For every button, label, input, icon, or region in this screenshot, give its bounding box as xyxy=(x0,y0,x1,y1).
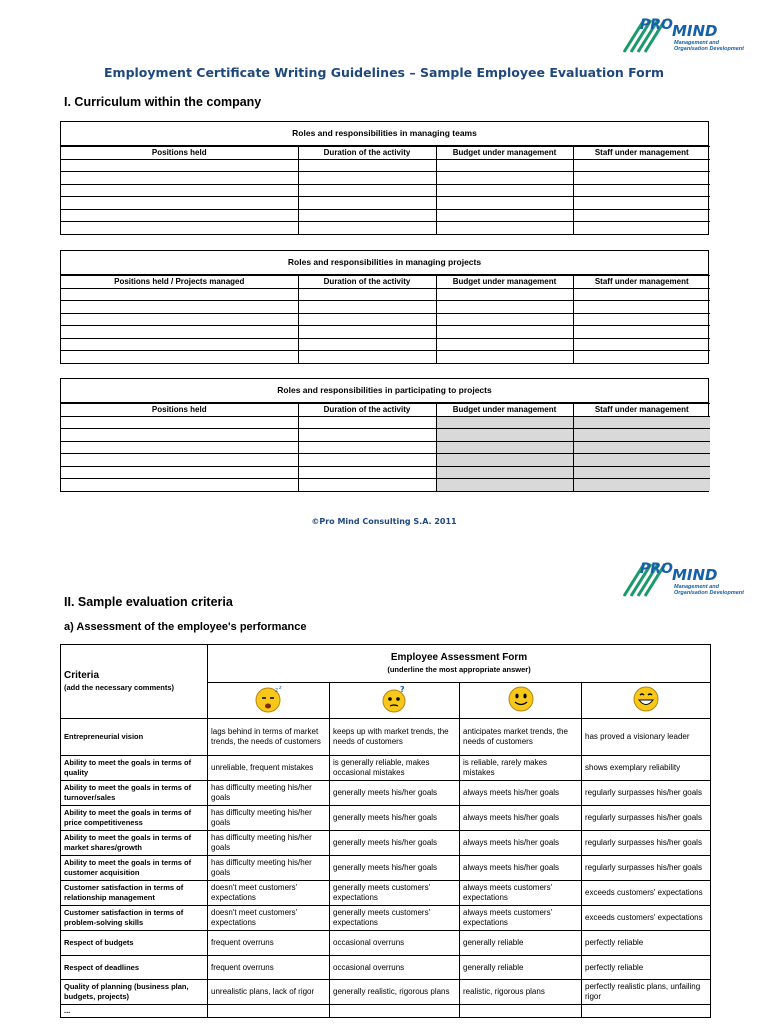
rating-option-2[interactable]: generally realistic, rigorous plans xyxy=(330,980,460,1005)
table-header-row xyxy=(61,404,710,417)
rating-option-4[interactable]: regularly surpasses his/her goals xyxy=(582,781,711,806)
criterion-cell: Respect of deadlines xyxy=(61,956,208,980)
table-row xyxy=(61,931,711,956)
table-header-row xyxy=(61,276,710,289)
table-row[interactable] xyxy=(61,288,710,301)
column-header: Duration of the activity xyxy=(298,147,436,160)
rating-option-3[interactable]: is reliable, rarely makes mistakes xyxy=(460,756,582,781)
rating-option-4[interactable]: perfectly reliable xyxy=(582,931,711,956)
svg-text:Organisation Development: Organisation Development xyxy=(674,46,744,52)
rating-option-1[interactable]: unreliable, frequent mistakes xyxy=(208,756,330,781)
rating-option-2[interactable]: is generally reliable, makes occasional mistakes xyxy=(330,756,460,781)
rating-option-2[interactable] xyxy=(330,1005,460,1018)
table-row[interactable] xyxy=(61,416,710,429)
table-row[interactable] xyxy=(61,301,710,314)
svg-text:Management and: Management and xyxy=(674,584,719,590)
rating-option-4[interactable]: exceeds customers' expectations xyxy=(582,906,711,931)
table-row[interactable] xyxy=(61,429,710,442)
rating-option-2[interactable]: generally meets his/her goals xyxy=(330,781,460,806)
table-header-row xyxy=(61,147,710,160)
table-row xyxy=(61,856,711,881)
rating-option-2[interactable]: generally meets his/her goals xyxy=(330,831,460,856)
rating-option-1[interactable]: has difficulty meeting his/her goals xyxy=(208,831,330,856)
rating-option-4[interactable] xyxy=(582,1005,711,1018)
table-row xyxy=(61,781,711,806)
column-header: Staff under management xyxy=(573,147,710,160)
rating-face-1 xyxy=(208,683,330,719)
section1-heading: I. Curriculum within the company xyxy=(64,95,262,109)
rating-option-1[interactable]: has difficulty meeting his/her goals xyxy=(208,856,330,881)
copyright-notice: ©Pro Mind Consulting S.A. 2011 xyxy=(311,517,457,526)
logo-pro-text: PRO xyxy=(640,561,673,577)
table-row xyxy=(61,980,711,1005)
table-row[interactable] xyxy=(61,326,710,339)
rating-option-3[interactable]: anticipates market trends, the needs of customers xyxy=(460,719,582,756)
rating-option-1[interactable]: frequent overruns xyxy=(208,931,330,956)
criterion-cell: Quality of planning (business plan, budgets, projects) xyxy=(61,980,208,1005)
criteria-header xyxy=(61,645,208,719)
smiling-face-icon xyxy=(506,684,536,714)
rating-option-3[interactable]: always meets customers' expectations xyxy=(460,881,582,906)
rating-face-2 xyxy=(330,683,460,719)
rating-option-3[interactable] xyxy=(460,1005,582,1018)
rating-option-3[interactable]: always meets his/her goals xyxy=(460,856,582,881)
table-row xyxy=(61,956,711,980)
company-logo xyxy=(622,558,748,598)
rating-option-2[interactable]: occasional overruns xyxy=(330,931,460,956)
document-title: Employment Certificate Writing Guidelines – Sample Employee Evaluation Form xyxy=(104,65,664,80)
rating-option-2[interactable]: generally meets his/her goals xyxy=(330,856,460,881)
column-header: Positions held xyxy=(61,147,298,160)
criterion-cell: Ability to meet the goals in terms of price competitiveness xyxy=(61,806,208,831)
criterion-cell: ... xyxy=(61,1005,208,1018)
section2-subheading: a) Assessment of the employee's performance xyxy=(64,621,307,633)
column-header: Staff under management xyxy=(573,404,710,417)
criterion-cell: Customer satisfaction in terms of problem-solving skills xyxy=(61,906,208,931)
rating-option-1[interactable]: doesn't meet customers' expectations xyxy=(208,881,330,906)
svg-text:?: ? xyxy=(399,685,405,694)
form-title: Employee Assessment Form xyxy=(390,651,528,663)
table-row xyxy=(61,831,711,856)
rating-option-2[interactable]: generally meets his/her goals xyxy=(330,806,460,831)
svg-text:z: z xyxy=(278,685,282,691)
rating-option-1[interactable]: frequent overruns xyxy=(208,956,330,980)
rating-option-1[interactable]: has difficulty meeting his/her goals xyxy=(208,781,330,806)
rating-option-2[interactable]: generally meets customers' expectations xyxy=(330,906,460,931)
rating-option-1[interactable] xyxy=(208,1005,330,1018)
table-row[interactable] xyxy=(61,197,710,210)
promind-logo-icon xyxy=(622,558,748,598)
rating-option-3[interactable]: always meets his/her goals xyxy=(460,806,582,831)
table-row xyxy=(61,719,711,756)
criteria-subtitle: (add the necessary comments) xyxy=(64,682,175,692)
rating-option-4[interactable]: has proved a visionary leader xyxy=(582,719,711,756)
rating-face-3 xyxy=(460,683,582,719)
rating-option-3[interactable]: generally reliable xyxy=(460,931,582,956)
rating-option-3[interactable]: generally reliable xyxy=(460,956,582,980)
criteria-title: Criteria xyxy=(64,669,100,681)
table-row[interactable] xyxy=(61,313,710,326)
assessment-form-header xyxy=(208,645,711,683)
table-caption: Roles and responsibilities in managing teams xyxy=(61,122,708,146)
column-header: Positions held xyxy=(61,404,298,417)
criterion-cell: Ability to meet the goals in terms of quality xyxy=(61,756,208,781)
table-row[interactable] xyxy=(61,441,710,454)
column-header: Staff under management xyxy=(573,276,710,289)
table-row xyxy=(61,906,711,931)
rating-option-2[interactable]: keeps up with market trends, the needs of customers xyxy=(330,719,460,756)
table-row[interactable] xyxy=(61,222,710,234)
svg-text:Organisation Development: Organisation Development xyxy=(674,590,744,596)
criterion-cell: Entrepreneurial vision xyxy=(61,719,208,756)
logo-mind-text: MIND xyxy=(672,22,718,40)
table-row[interactable] xyxy=(61,184,710,197)
table-row[interactable] xyxy=(61,479,710,491)
svg-text:z: z xyxy=(274,687,278,694)
rating-face-4 xyxy=(582,683,711,719)
table-row[interactable] xyxy=(61,159,710,172)
criterion-cell: Respect of budgets xyxy=(61,931,208,956)
logo-pro-text: PRO xyxy=(640,17,673,33)
column-header: Budget under management xyxy=(436,404,573,417)
table-row[interactable] xyxy=(61,351,710,363)
criterion-cell: Ability to meet the goals in terms of turnover/sales xyxy=(61,781,208,806)
table-row[interactable] xyxy=(61,209,710,222)
rating-option-1[interactable]: doesn't meet customers' expectations xyxy=(208,906,330,931)
criterion-cell: Customer satisfaction in terms of relationship management xyxy=(61,881,208,906)
participating-projects-table xyxy=(60,378,709,492)
column-header: Duration of the activity xyxy=(298,276,436,289)
table-caption: Roles and responsibilities in participating to projects xyxy=(61,379,708,403)
criterion-cell: Ability to meet the goals in terms of market shares/growth xyxy=(61,831,208,856)
managing-projects-table xyxy=(60,250,709,364)
rating-option-1[interactable]: unrealistic plans, lack of rigor xyxy=(208,980,330,1005)
managing-teams-table xyxy=(60,121,709,235)
rating-option-1[interactable]: lags behind in terms of market trends, the needs of customers xyxy=(208,719,330,756)
rating-option-4[interactable]: shows exemplary reliability xyxy=(582,756,711,781)
table-row[interactable] xyxy=(61,466,710,479)
rating-option-2[interactable]: occasional overruns xyxy=(330,956,460,980)
rating-option-4[interactable]: regularly surpasses his/her goals xyxy=(582,831,711,856)
table-row xyxy=(61,756,711,781)
rating-option-3[interactable]: always meets his/her goals xyxy=(460,781,582,806)
rating-option-1[interactable]: has difficulty meeting his/her goals xyxy=(208,806,330,831)
column-header: Positions held / Projects managed xyxy=(61,276,298,289)
sleepy-face-icon xyxy=(254,684,284,714)
rating-option-3[interactable]: always meets customers' expectations xyxy=(460,906,582,931)
grinning-face-icon xyxy=(631,684,661,714)
svg-text:Management and: Management and xyxy=(674,40,719,46)
rating-option-3[interactable]: always meets his/her goals xyxy=(460,831,582,856)
rating-option-4[interactable]: regularly surpasses his/her goals xyxy=(582,856,711,881)
section2-heading: II. Sample evaluation criteria xyxy=(64,595,233,609)
rating-option-4[interactable]: perfectly reliable xyxy=(582,956,711,980)
rating-option-2[interactable]: generally meets customers' expectations xyxy=(330,881,460,906)
promind-logo-icon xyxy=(622,14,748,54)
table-row xyxy=(61,881,711,906)
rating-option-3[interactable]: realistic, rigorous plans xyxy=(460,980,582,1005)
column-header: Duration of the activity xyxy=(298,404,436,417)
form-subtitle: (underline the most appropriate answer) xyxy=(387,664,531,674)
rating-option-4[interactable]: perfectly realistic plans, unfailing rigor xyxy=(582,980,711,1005)
column-header: Budget under management xyxy=(436,276,573,289)
table-row xyxy=(61,1005,711,1018)
table-row xyxy=(61,806,711,831)
rating-option-4[interactable]: exceeds customers' expectations xyxy=(582,881,711,906)
rating-option-4[interactable]: regularly surpasses his/her goals xyxy=(582,806,711,831)
puzzled-face-icon xyxy=(380,684,410,714)
table-row[interactable] xyxy=(61,454,710,467)
logo-mind-text: MIND xyxy=(672,566,718,584)
company-logo xyxy=(622,14,748,54)
table-row[interactable] xyxy=(61,172,710,185)
criterion-cell: Ability to meet the goals in terms of customer acquisition xyxy=(61,856,208,881)
table-caption: Roles and responsibilities in managing projects xyxy=(61,251,708,275)
evaluation-table xyxy=(60,644,711,1018)
table-row[interactable] xyxy=(61,338,710,351)
column-header: Budget under management xyxy=(436,147,573,160)
